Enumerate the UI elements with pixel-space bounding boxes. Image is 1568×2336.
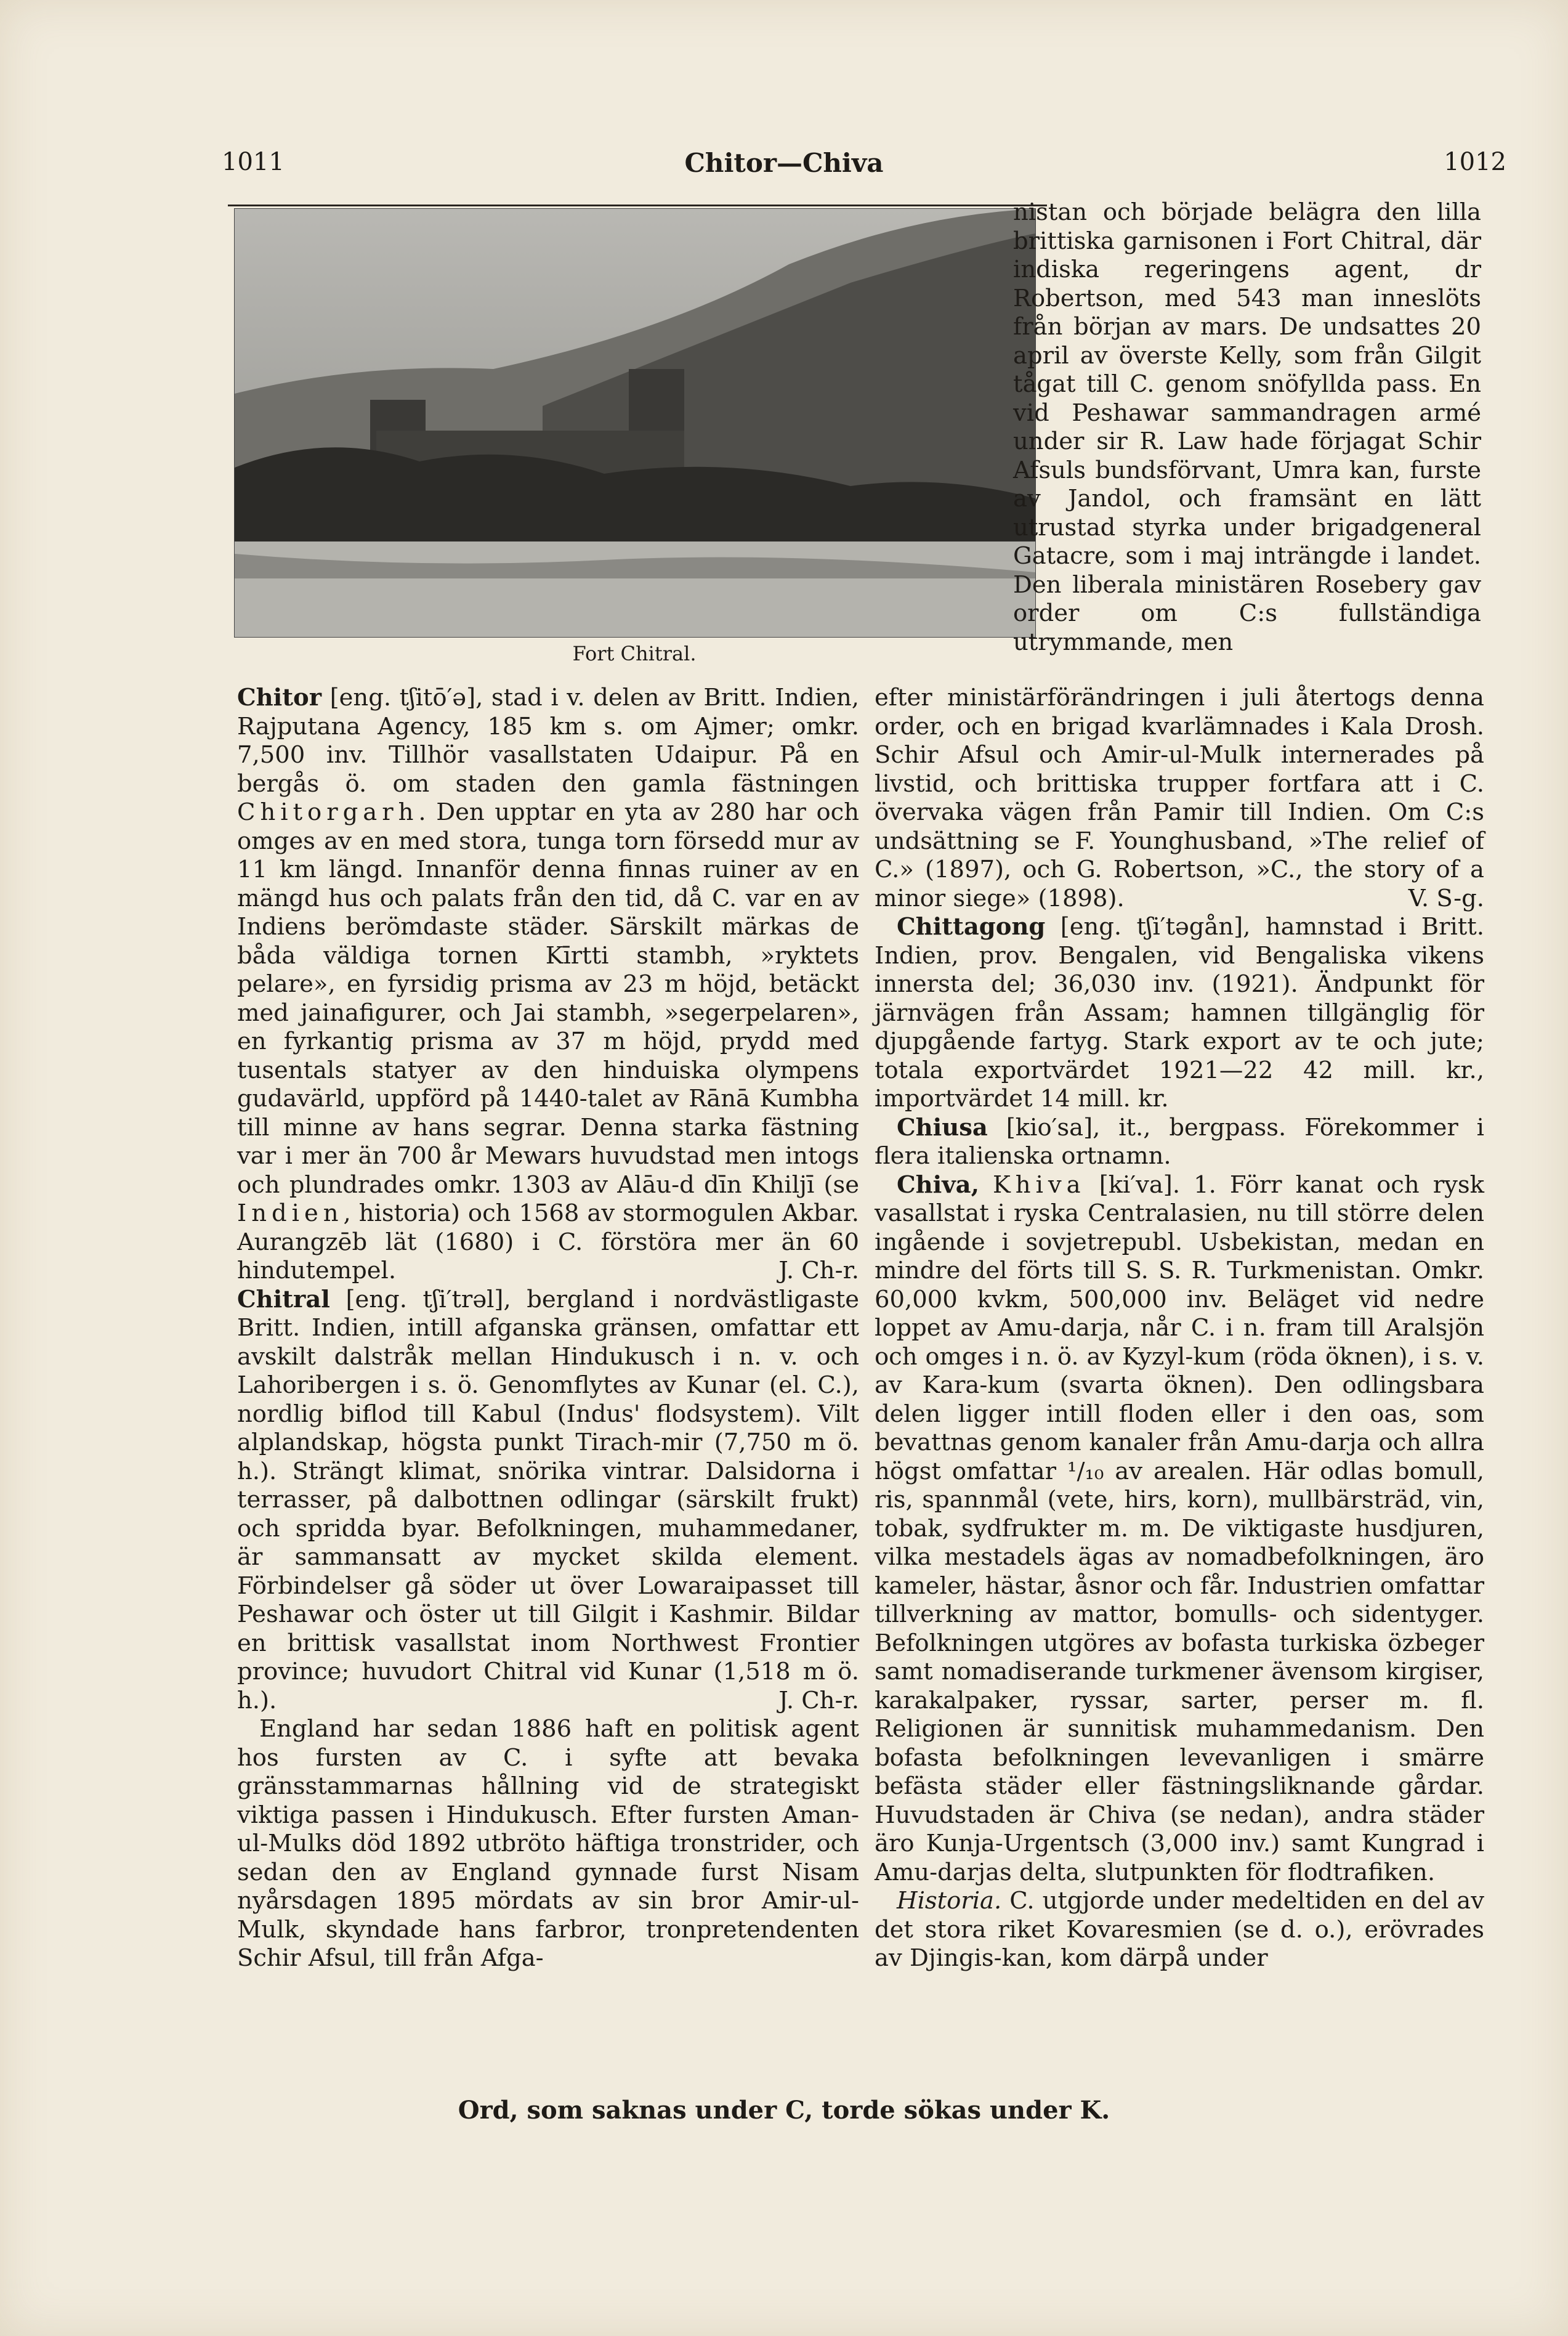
chitorgarh-spaced: Chitorgarh <box>237 798 419 826</box>
page-number-right: 1012 <box>1444 148 1506 176</box>
page-number-left: 1011 <box>222 148 285 176</box>
entry-chiva <box>875 1171 1484 1888</box>
footer-note: Ord, som saknas under C, torde sökas under K. <box>458 2096 1110 2125</box>
indien-spaced: Indien <box>237 1199 344 1227</box>
historia-text: C. utgjorde under medeltiden en del av det stora riket Kovaresmien (se d. o.), erövrades av Djingis-kan, kom därpå under <box>875 1887 1484 1972</box>
chitral-text: [eng. tʃi′trəl], bergland i nordvästligaste Britt. Indien, intill afganska gränsen, omfattar ett avskilt dalstråk mellan Hindukusch i n. v. och Lahoribergen i s. ö. Genomflytes av Kunar (el. C.), nordlig biflod till Kabul (Indus' flodsystem). Vilt alplandskap, högsta punkt Tirach-mir (7,750 m ö. h.). Strängt klimat, snörika vintrar. Dalsidorna i terrasser, på dalbottnen odlingar (särskilt frukt) och spridda byar. Befolkningen, muhammedaner, är sammansatt av mycket skilda element. Förbindelser gå söder ut över Lowaraipasset till Peshawar och öster ut till Gilgit i Kashmir. Bildar en brittisk vasallstat inom Northwest Frontier province; huvudort Chitral vid Kunar (1,518 m ö. h.). <box>237 1285 859 1714</box>
headword-chittagong: Chittagong <box>897 913 1046 941</box>
photo-illustration <box>235 209 1035 637</box>
chitral-continuation <box>875 684 1484 913</box>
entry-chitral <box>237 1286 859 1716</box>
chitor-text-1: [eng. tʃitō′ə], stad i v. delen av Britt. Indien, Rajputana Agency, 185 km s. om Ajmer; omkr. 7,500 inv. Tillhör vasallstaten Udaipur. På en bergås ö. om staden den gamla fästningen <box>237 684 859 798</box>
signature-vsg: V. S-g. <box>1408 884 1484 912</box>
england-paragraph: England har sedan 1886 haft en politisk agent hos fursten av C. i syfte att bevaka gränsstammarnas hållning vid de strategiskt viktiga passen i Hindukusch. Efter fursten Aman-ul-Mulks död 1892 utbröto häftiga tronstrider, och sedan den av England gynnade furst Nisam nyårsdagen 1895 mördats av sin bror Amir-ul-Mulk, skyndade hans farbror, tronpretendenten Schir Afsul, till från Afga- <box>237 1715 859 1972</box>
afghan-continuation: nistan och började belägra den lilla brittiska garnisonen i Fort Chitral, där indiska regeringens agent, dr Robertson, med 543 man inneslöts från början av mars. De undsattes 20 april av överste Kelly, som från Gilgit tågat till C. genom snöfyllda pass. En vid Peshawar sammandragen armé under sir R. Law hade förjagat Schir Afsuls bundsförvant, Umra kan, furste av Jandol, och framsänt en lätt utrustad styrka under brigadgeneral Gatacre, som i maj inträngde i landet. Den liberala ministären Rosebery gav order om C:s fullständiga utrymmande, men <box>1013 198 1481 656</box>
photo-caption: Fort Chitral. <box>572 642 697 665</box>
chiva-historia <box>875 1887 1484 1973</box>
chitor-text-2: . Den upptar en yta av 280 har och omges av en med stora, tunga torn försedd mur av 11 km längd. Innanför denna finnas ruiner av en mängd hus och palats från den tid, då C. var en av Indiens berömdaste städer. Särskilt märkas de båda väldiga tornen Kīrtti stambh, »ryktets pelare», en fyrsidig prisma av 23 m höjd, betäckt med jainafigurer, och Jai stambh, »segerpelaren», en fyrkantig prisma av 37 m höjd, prydd med tusentals statyer av den hinduiska olympens gudavärld, uppförd på 1440-talet av Rānā Kumbha till minne av hans segrar. Denna starka fästning var i mer än 700 år Mewars huvudstad men intogs och plundrades omkr. 1303 av Alāu-d dīn Khiljī (se <box>237 798 859 1199</box>
headword-chiusa: Chiusa <box>897 1113 988 1142</box>
left-column <box>237 684 859 1973</box>
historia-label: Historia. <box>897 1887 1002 1915</box>
right-column-top <box>1013 198 1481 657</box>
headword-chitral: Chitral <box>237 1285 330 1313</box>
chitor-text-3: , historia) och 1568 av stormogulen Akbar. Aurangzēb lät (1680) i C. förstöra mer än 60 hindutempel. <box>237 1199 859 1284</box>
entry-chittagong <box>875 913 1484 1114</box>
headword-chitor: Chitor <box>237 684 322 712</box>
right-column <box>875 684 1484 1973</box>
entry-chitor <box>237 684 859 1286</box>
chiva-text: [ki′va]. 1. Förr kanat och rysk vasallstat i ryska Centralasien, nu till större delen ingående i sovjetrepubl. Usbekistan, medan en mindre del förts till S. S. R. Turkmenistan. Omkr. 60,000 kvkm, 500,000 inv. Beläget vid nedre loppet av Amu-darja, når C. i n. fram till Aralsjön och omges i n. ö. av Kyzyl-kum (röda öknen), i s. v. av Kara-kum (svarta öknen). Den odlingsbara delen ligger intill floden eller i den oas, som bevattnas genom kanaler från Amu-darja och allra högst omfattar ¹/₁₀ av arealen. Här odlas bomull, ris, spannmål (vete, hirs, korn), mullbärsträd, vin, tobak, sydfrukter m. m. De viktigaste husdjuren, vilka mestadels ägas av nomadbefolkningen, äro kameler, hästar, åsnor och får. Industrien omfattar tillverkning av mattor, bomulls- och sidentyger. Befolkningen utgöres av bofasta turkiska özbeger samt nomadiserande turkmener ävensom kirgiser, karakalpaker, ryssar, sarter, perser m. fl. Religionen är sunnitisk muhammedanism. Den bofasta befolkningen levevanligen i smärre befästa städer eller fästningsliknande gårdar. Huvudstaden är Chiva (se nedan), andra städer äro Kunja-Urgentsch (3,000 inv.) samt Kungrad i Amu-darjas delta, slutpunkten för flodtrafiken. <box>875 1170 1484 1886</box>
header-rule <box>228 205 1047 206</box>
entry-chiusa <box>875 1114 1484 1171</box>
signature-chitor: J. Ch-r. <box>778 1257 859 1284</box>
khiva-spaced: Khiva <box>993 1170 1086 1199</box>
signature-chitral: J. Ch-r. <box>778 1686 859 1714</box>
chiusa-text: [kio′sa], it., bergpass. Förekommer i flera italienska ortnamn. <box>875 1113 1484 1170</box>
fort-chitral-photo <box>234 208 1036 638</box>
continuation-text: efter ministärförändringen i juli återtogs denna order, och en brigad kvarlämnades i Kala Drosh. Schir Afsul och Amir-ul-Mulk internerades på livstid, och brittiska trupper fortfara att i C. övervaka vägen från Pamir till Indien. Om C:s undsättning se F. Younghusband, »The relief of C.» (1897), och G. Robertson, »C., the story of a minor siege» (1898). <box>875 684 1484 912</box>
headword-chiva: Chiva, <box>897 1170 979 1199</box>
running-head: Chitor—Chiva <box>684 148 884 178</box>
chittagong-text: [eng. tʃi′təgån], hamnstad i Britt. Indien, prov. Bengalen, vid Bengaliska vikens innersta del; 36,030 inv. (1921). Ändpunkt för järnvägen från Assam; hamnen tillgänglig för djupgående fartyg. Stark export av te och jute; totala exportvärdet 1921—22 42 mill. kr., importvärdet 14 mill. kr. <box>875 913 1484 1113</box>
